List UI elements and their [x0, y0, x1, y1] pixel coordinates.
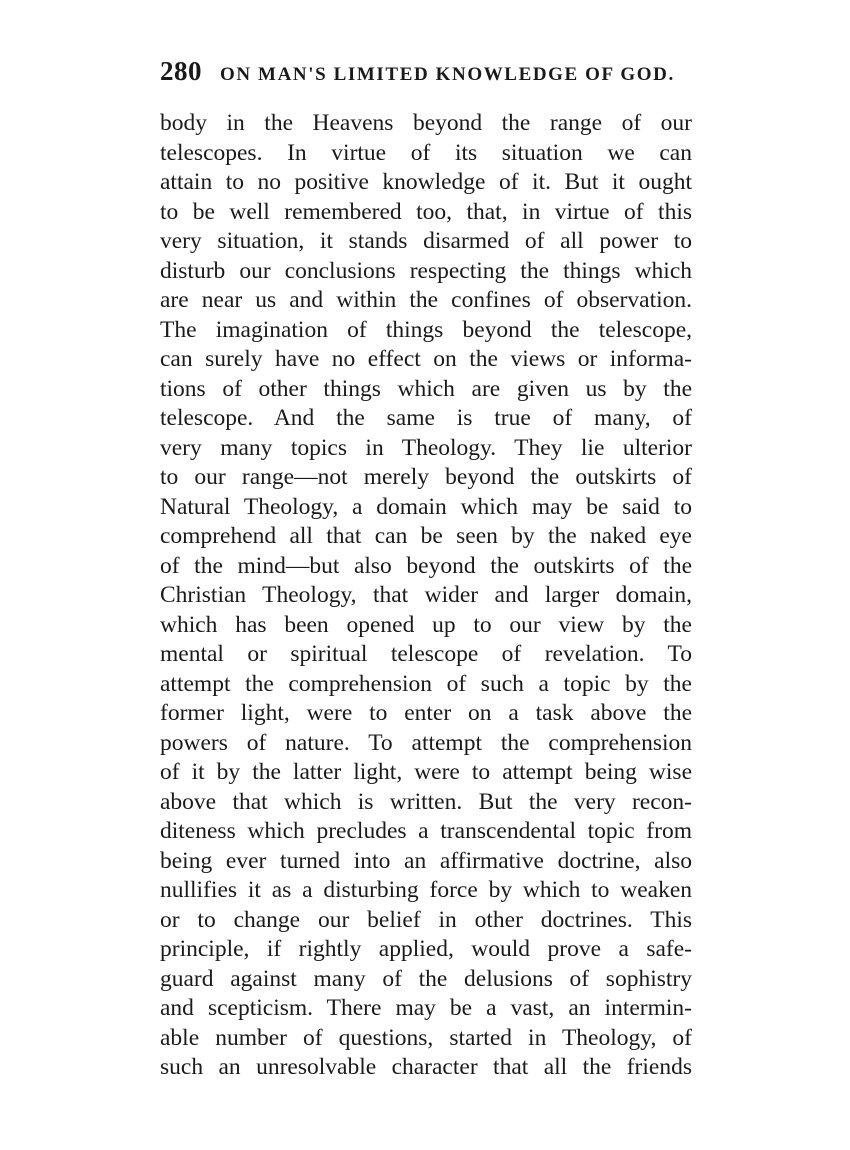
text-line: very situation, it stands disarmed of all power to [160, 228, 692, 254]
text-line: and scepticism. There may be a vast, an intermin- [160, 995, 692, 1021]
text-line: telescopes. In virtue of its situation we can [160, 139, 692, 166]
text-line: The imagination of things beyond the telescope, [160, 316, 692, 343]
running-title: ON MAN'S LIMITED KNOWLEDGE OF GOD. [220, 64, 675, 85]
text-line: telescope. And the same is true of many, of [160, 405, 692, 431]
text-line: principle, if rightly applied, would prove a safe- [160, 936, 692, 962]
text-line: are near us and within the confines of observation. [160, 287, 692, 313]
text-line: guard against many of the delusions of sophistry [160, 965, 692, 992]
text-line: body in the Heavens beyond the range of our [160, 110, 692, 136]
text-line: being ever turned into an affirmative doctrine, also [160, 847, 692, 874]
text-line: tions of other things which are given us by the [160, 375, 692, 402]
text-line: Natural Theology, a domain which may be said to [160, 493, 692, 520]
text-line: disturb our conclusions respecting the things which [160, 257, 692, 284]
text-line: of the mind—but also beyond the outskirts of the [160, 552, 692, 579]
text-line: above that which is written. But the very recon- [160, 788, 692, 815]
text-line: can surely have no effect on the views or informa- [160, 346, 692, 372]
text-line: mental or spiritual telescope of revelation. To [160, 641, 692, 667]
text-line: attempt the comprehension of such a topic by the [160, 670, 692, 697]
text-line: or to change our belief in other doctrines. This [160, 906, 692, 933]
text-line: such an unresolvable character that all the friends [160, 1054, 692, 1080]
text-line: very many topics in Theology. They lie ulterior [160, 434, 692, 461]
page-number: 280 [160, 56, 202, 86]
body-text [160, 109, 692, 1083]
text-line: comprehend all that can be seen by the naked eye [160, 523, 692, 549]
text-line: former light, were to enter on a task above the [160, 700, 692, 726]
text-line: Christian Theology, that wider and larger domain, [160, 582, 692, 608]
text-line: able number of questions, started in Theology, of [160, 1024, 692, 1051]
text-line: of it by the latter light, were to attempt being wise [160, 759, 692, 785]
running-head [160, 56, 700, 96]
text-line: to be well remembered too, that, in virtue of this [160, 198, 692, 225]
text-line: powers of nature. To attempt the comprehension [160, 729, 692, 756]
text-line: diteness which precludes a transcendental topic from [160, 818, 692, 844]
text-line: to our range—not merely beyond the outskirts of [160, 464, 692, 490]
text-line: which has been opened up to our view by the [160, 611, 692, 638]
text-line: attain to no positive knowledge of it. But it ought [160, 169, 692, 195]
text-line: nullifies it as a disturbing force by which to weaken [160, 877, 692, 903]
